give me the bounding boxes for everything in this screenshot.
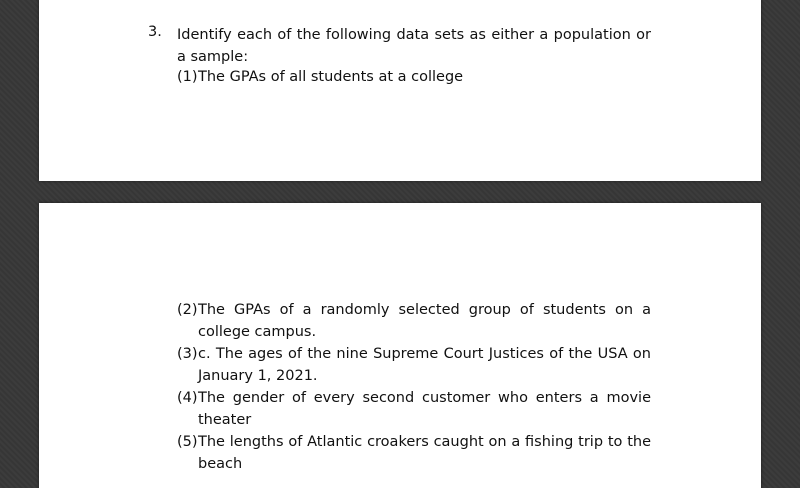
list-item-text: The lengths of Atlantic croakers caught on a fishing trip to the beach — [198, 434, 651, 472]
document-page-2 — [39, 203, 761, 488]
list-item — [177, 343, 651, 387]
list-item-label: (2) — [177, 302, 198, 318]
list-item-label: (4) — [177, 390, 198, 406]
list-item-label: (1) — [177, 69, 198, 85]
list-item-label: (3) — [177, 346, 198, 362]
list-item-text: c. The ages of the nine Supreme Court Justices of the USA on January 1, 2021. — [198, 346, 651, 384]
list-item — [177, 66, 651, 88]
question-prompt: Identify each of the following data sets as either a population or a sample: — [177, 27, 651, 65]
list-item — [177, 387, 651, 431]
document-page-1 — [39, 0, 761, 181]
list-item-label: (5) — [177, 434, 198, 450]
list-item — [177, 431, 651, 475]
question-number: 3. — [148, 24, 162, 40]
list-item-text: The GPAs of all students at a college — [198, 69, 464, 85]
list-item-text: The gender of every second customer who enters a movie theater — [198, 390, 651, 428]
list-item-text: The GPAs of a randomly selected group of students on a college campus. — [198, 302, 651, 340]
list-item — [177, 299, 651, 343]
